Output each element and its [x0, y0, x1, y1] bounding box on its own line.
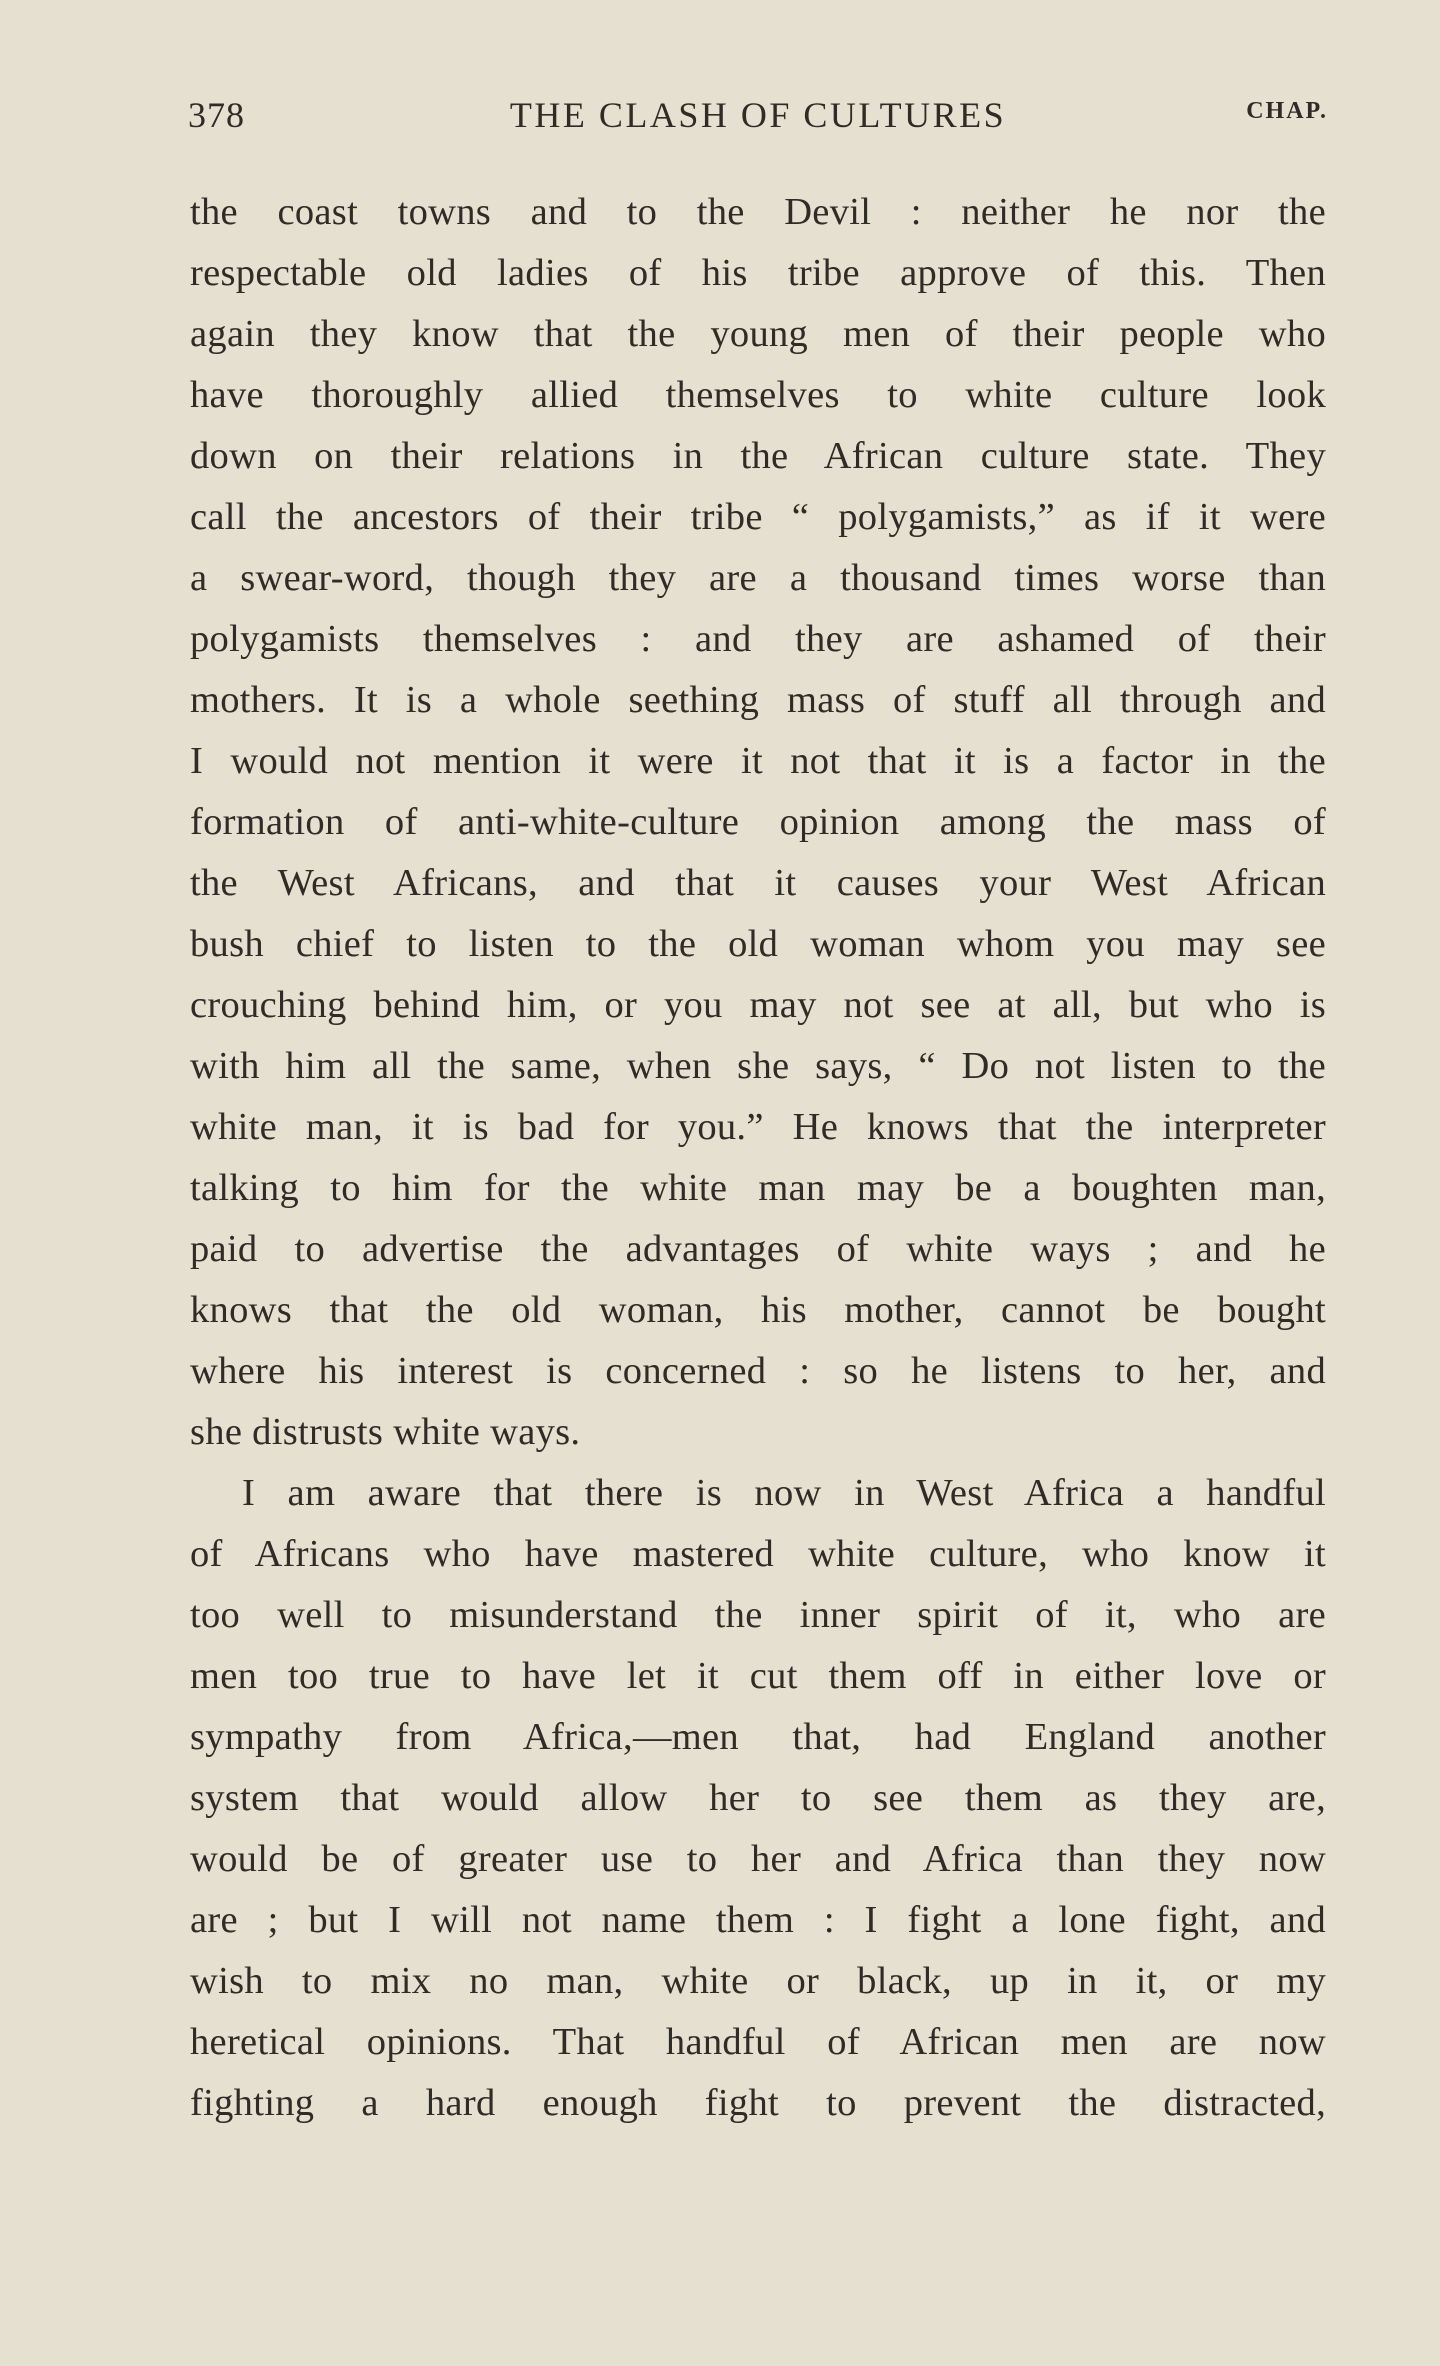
text-line: again they know that the young men of their people who — [190, 313, 1326, 355]
text-line: bush chief to listen to the old woman whom you may see — [190, 923, 1326, 965]
text-line: sympathy from Africa,—men that, had England another — [190, 1716, 1326, 1758]
text-line: with him all the same, when she says, “ Do not listen to the — [190, 1045, 1326, 1087]
text-line: where his interest is concerned : so he listens to her, and — [190, 1350, 1326, 1392]
text-line: call the ancestors of their tribe “ polygamists,” as if it were — [190, 496, 1326, 538]
chapter-label: CHAP. — [1246, 98, 1328, 124]
text-line: too well to misunderstand the inner spirit of it, who are — [190, 1594, 1326, 1636]
text-line: of Africans who have mastered white culture, who know it — [190, 1533, 1326, 1575]
text-line: white man, it is bad for you.” He knows that the interpreter — [190, 1106, 1326, 1148]
text-line: system that would allow her to see them as they are, — [190, 1777, 1326, 1819]
text-line: crouching behind him, or you may not see at all, but who is — [190, 984, 1326, 1026]
text-line: respectable old ladies of his tribe approve of this. Then — [190, 252, 1326, 294]
text-line: would be of greater use to her and Africa than they now — [190, 1838, 1326, 1880]
running-head — [188, 90, 1328, 140]
text-line: knows that the old woman, his mother, cannot be bought — [190, 1289, 1326, 1331]
text-line: she distrusts white ways. — [190, 1411, 581, 1453]
text-line: the coast towns and to the Devil : neither he nor the — [190, 191, 1326, 233]
text-line: wish to mix no man, white or black, up in it, or my — [190, 1960, 1326, 2002]
page-number: 378 — [188, 95, 245, 135]
text-line: men too true to have let it cut them off in either love or — [190, 1655, 1326, 1697]
text-line: I would not mention it were it not that it is a factor in the — [190, 740, 1326, 782]
text-line: the West Africans, and that it causes your West African — [190, 862, 1326, 904]
text-line: polygamists themselves : and they are ashamed of their — [190, 618, 1326, 660]
text-line: mothers. It is a whole seething mass of stuff all through and — [190, 679, 1326, 721]
text-line: talking to him for the white man may be a boughten man, — [190, 1167, 1326, 1209]
running-title: THE CLASH OF CULTURES — [509, 95, 1007, 135]
text-line: fighting a hard enough fight to prevent the distracted, — [190, 2082, 1326, 2124]
body-text — [190, 182, 1326, 2134]
text-line: formation of anti-white-culture opinion among the mass of — [190, 801, 1326, 843]
text-line: paid to advertise the advantages of white ways ; and he — [190, 1228, 1326, 1270]
text-line: heretical opinions. That handful of African men are now — [190, 2021, 1326, 2063]
text-line: a swear-word, though they are a thousand times worse than — [190, 557, 1326, 599]
text-line: down on their relations in the African culture state. They — [190, 435, 1326, 477]
text-line: I am aware that there is now in West Africa a handful — [242, 1472, 1326, 1514]
text-line: have thoroughly allied themselves to white culture look — [190, 374, 1326, 416]
text-line: are ; but I will not name them : I fight a lone fight, and — [190, 1899, 1326, 1941]
